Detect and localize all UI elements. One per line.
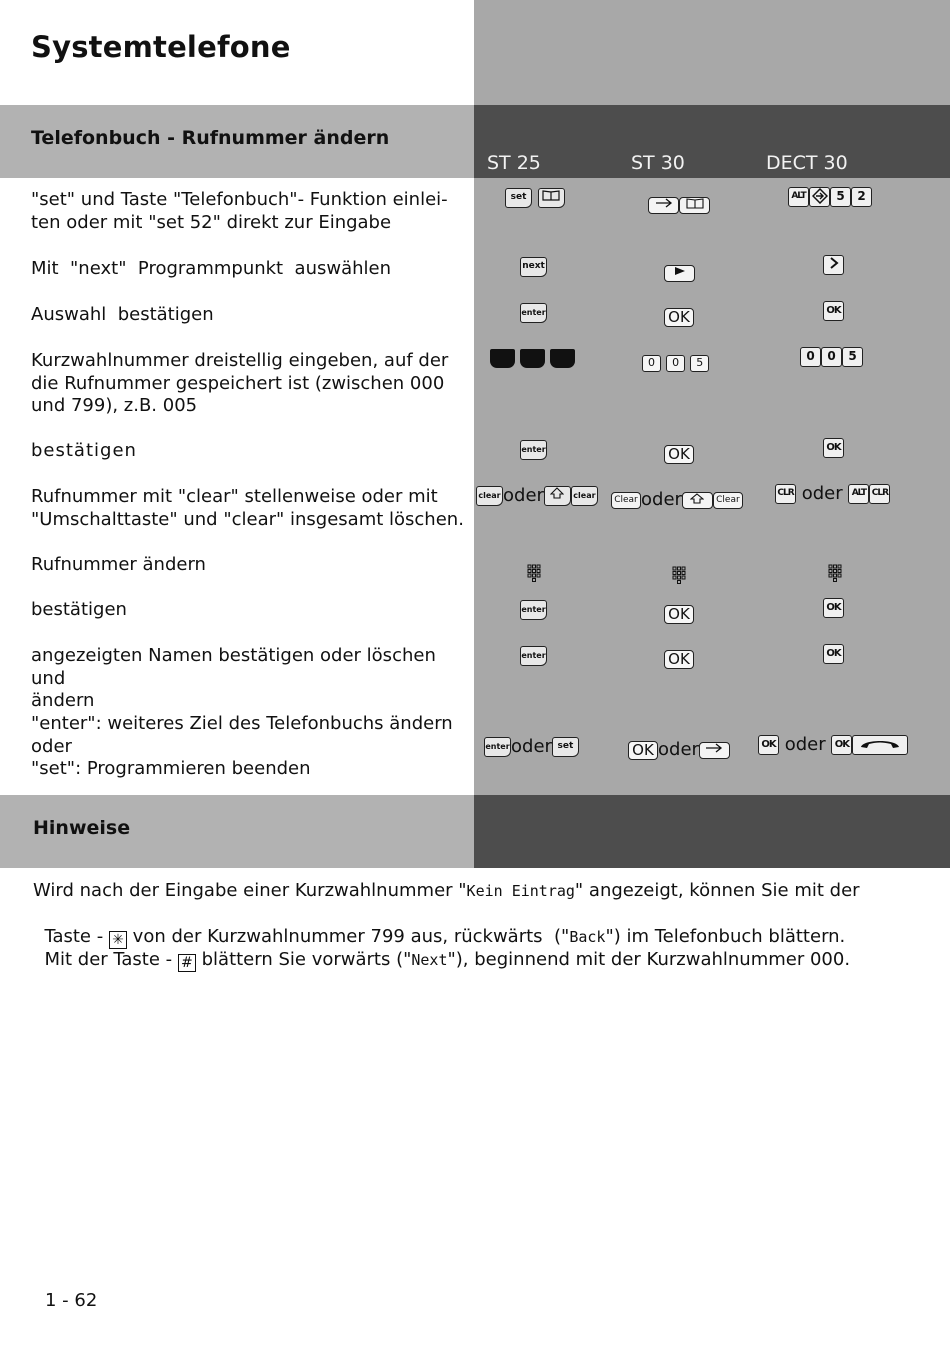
step-5-text: bestätigen bbox=[31, 440, 137, 461]
digit-2-key: 2 bbox=[851, 187, 872, 207]
st30-clear-keys bbox=[611, 489, 743, 510]
digit-5-key: 5 bbox=[690, 355, 709, 372]
step-6-text: Rufnummer mit "clear" stellenweise oder mit "Umschalttaste" und "clear" insgesamt löschen. bbox=[31, 486, 464, 530]
note-text: von der Kurzwahlnummer 799 aus, rückwärts (" bbox=[126, 926, 570, 947]
note-text: Taste - bbox=[44, 926, 109, 947]
display-text-back: Back bbox=[569, 928, 606, 946]
digit-0-key: 0 bbox=[800, 347, 821, 367]
step-4-text: Kurzwahlnummer dreistellig eingeben, auf der die Rufnummer gespeichert ist (zwischen 000 und 799), z.B. 005 bbox=[31, 350, 449, 416]
ok-key: OK bbox=[758, 735, 779, 755]
oder-text: oder bbox=[641, 489, 682, 510]
step-3-text: Auswahl bestätigen bbox=[31, 304, 214, 325]
star-key-icon: ✳ bbox=[109, 931, 127, 949]
nav-key-icon bbox=[809, 187, 830, 207]
step-2-text: Mit "next" Programmpunkt auswählen bbox=[31, 258, 392, 279]
arrow-key-icon bbox=[699, 742, 730, 759]
shift-key-icon bbox=[544, 486, 571, 506]
step-10-text: "enter": weiteres Ziel des Telefonbuchs ändern oder "set": Programmieren beenden bbox=[31, 713, 453, 779]
ok-key: OK bbox=[831, 735, 852, 755]
ok-key: OK bbox=[664, 445, 694, 464]
note-line-3 bbox=[33, 925, 913, 972]
st30-digit-keys bbox=[642, 353, 709, 372]
column-st25: ST 25 bbox=[487, 152, 541, 174]
step-8-text: bestätigen bbox=[31, 599, 127, 620]
dect-ok-row9 bbox=[823, 643, 844, 664]
enter-key: enter bbox=[520, 440, 547, 460]
page-number: 1 - 62 bbox=[45, 1290, 98, 1311]
ok-key: OK bbox=[823, 598, 844, 618]
enter-key: enter bbox=[484, 737, 511, 757]
section-title: Telefonbuch - Rufnummer ändern bbox=[31, 127, 390, 149]
st25-clear-keys bbox=[476, 485, 598, 506]
column-header-bar bbox=[474, 105, 950, 178]
alt-key: ALT bbox=[848, 484, 869, 504]
phonebook-key-icon bbox=[538, 188, 565, 208]
st25-black-keys bbox=[490, 348, 575, 368]
set-key: set bbox=[552, 737, 579, 757]
oder-text: oder bbox=[784, 734, 826, 755]
dect-digit-keys bbox=[800, 346, 863, 367]
st25-enter-row5 bbox=[520, 439, 547, 460]
dect-final-keys bbox=[758, 734, 908, 755]
st25-enter-row3 bbox=[520, 302, 547, 323]
alt-key: ALT bbox=[788, 187, 809, 207]
ok-key: OK bbox=[823, 644, 844, 664]
clr-key: CLR bbox=[775, 484, 796, 504]
keypad-key-icon bbox=[520, 349, 545, 368]
ok-key: OK bbox=[664, 308, 694, 327]
note-text: " angezeigt, können Sie mit der bbox=[574, 880, 860, 901]
enter-key: enter bbox=[520, 646, 547, 666]
dect-next-key bbox=[823, 254, 844, 275]
st25-final-keys bbox=[484, 736, 579, 757]
note-text: "), beginnend mit der Kurzwahlnummer 000. bbox=[447, 949, 851, 970]
clr-key: CLR bbox=[869, 484, 890, 504]
dect-row1-keys bbox=[788, 186, 872, 207]
ok-key: OK bbox=[823, 438, 844, 458]
note-line-1 bbox=[33, 879, 913, 903]
digit-0-key: 0 bbox=[642, 355, 661, 372]
st30-row1-keys bbox=[648, 194, 710, 215]
ok-key: OK bbox=[628, 741, 658, 760]
st30-ok-row5 bbox=[664, 444, 694, 464]
st30-next-key bbox=[664, 263, 695, 282]
st25-enter-row9 bbox=[520, 645, 547, 666]
dect-ok-row3 bbox=[823, 300, 844, 321]
arrow-key-icon bbox=[648, 197, 679, 214]
st25-enter-row8 bbox=[520, 599, 547, 620]
shift-key-icon bbox=[682, 492, 713, 509]
digit-5-key: 5 bbox=[830, 187, 851, 207]
oder-text: oder bbox=[511, 736, 552, 757]
enter-key: enter bbox=[520, 600, 547, 620]
hash-key-icon: # bbox=[178, 954, 196, 972]
column-st30: ST 30 bbox=[631, 152, 685, 174]
st30-final-keys bbox=[628, 739, 730, 760]
clear-key: Clear bbox=[611, 492, 641, 509]
hinweise-title: Hinweise bbox=[33, 817, 131, 839]
display-text-kein-eintrag: Kein Eintrag bbox=[466, 882, 575, 900]
clear-key: Clear bbox=[713, 492, 743, 509]
st30-keypad-icon bbox=[672, 564, 686, 584]
st30-ok-row9 bbox=[664, 649, 694, 669]
step-9-text: angezeigten Namen bestätigen oder löschen und ändern bbox=[31, 645, 436, 711]
dect-keypad-icon bbox=[828, 562, 842, 582]
clear-key: clear bbox=[571, 486, 598, 506]
ok-key: OK bbox=[664, 605, 694, 624]
note-text: Wird nach der Eingabe einer Kurzwahlnummer " bbox=[33, 880, 467, 901]
dect-ok-row8 bbox=[823, 597, 844, 618]
st25-keypad-icon bbox=[527, 562, 541, 582]
next-key: next bbox=[520, 257, 547, 277]
note-text: ") im Telefonbuch blättern. bbox=[605, 926, 846, 947]
st30-ok-row8 bbox=[664, 604, 694, 624]
oder-text: oder bbox=[658, 739, 699, 760]
dect-clear-keys bbox=[775, 483, 890, 504]
digit-0-key: 0 bbox=[821, 347, 842, 367]
ok-key: OK bbox=[823, 301, 844, 321]
st30-ok-row3 bbox=[664, 307, 694, 327]
clear-key: clear bbox=[476, 486, 503, 506]
keypad-key-icon bbox=[550, 349, 575, 368]
column-dect30: DECT 30 bbox=[766, 152, 848, 174]
play-arrow-icon bbox=[664, 265, 695, 282]
step-7-text: Rufnummer ändern bbox=[31, 554, 206, 575]
oder-text: oder bbox=[801, 483, 843, 504]
note-text: blättern Sie vorwärts (" bbox=[195, 949, 412, 970]
digit-0-key: 0 bbox=[666, 355, 685, 372]
set-key: set bbox=[505, 188, 532, 208]
enter-key: enter bbox=[520, 303, 547, 323]
step-1-text: "set" und Taste "Telefonbuch"- Funktion einlei- ten oder mit "set 52" direkt zur Eingabe bbox=[31, 189, 448, 233]
chevron-right-icon bbox=[823, 255, 844, 275]
dect-ok-row5 bbox=[823, 437, 844, 458]
display-text-next: Next bbox=[411, 951, 448, 969]
note-text: Mit der Taste - bbox=[44, 949, 178, 970]
keypad-key-icon bbox=[490, 349, 515, 368]
ok-key: OK bbox=[664, 650, 694, 669]
oder-text: oder bbox=[503, 485, 544, 506]
hangup-key-icon bbox=[852, 735, 908, 755]
phonebook-key-icon bbox=[679, 197, 710, 214]
hinweise-header-dark bbox=[474, 795, 950, 868]
page-title: Systemtelefone bbox=[31, 30, 291, 64]
st25-row1-keys bbox=[505, 187, 565, 208]
digit-5-key: 5 bbox=[842, 347, 863, 367]
st25-next-key bbox=[520, 256, 547, 277]
